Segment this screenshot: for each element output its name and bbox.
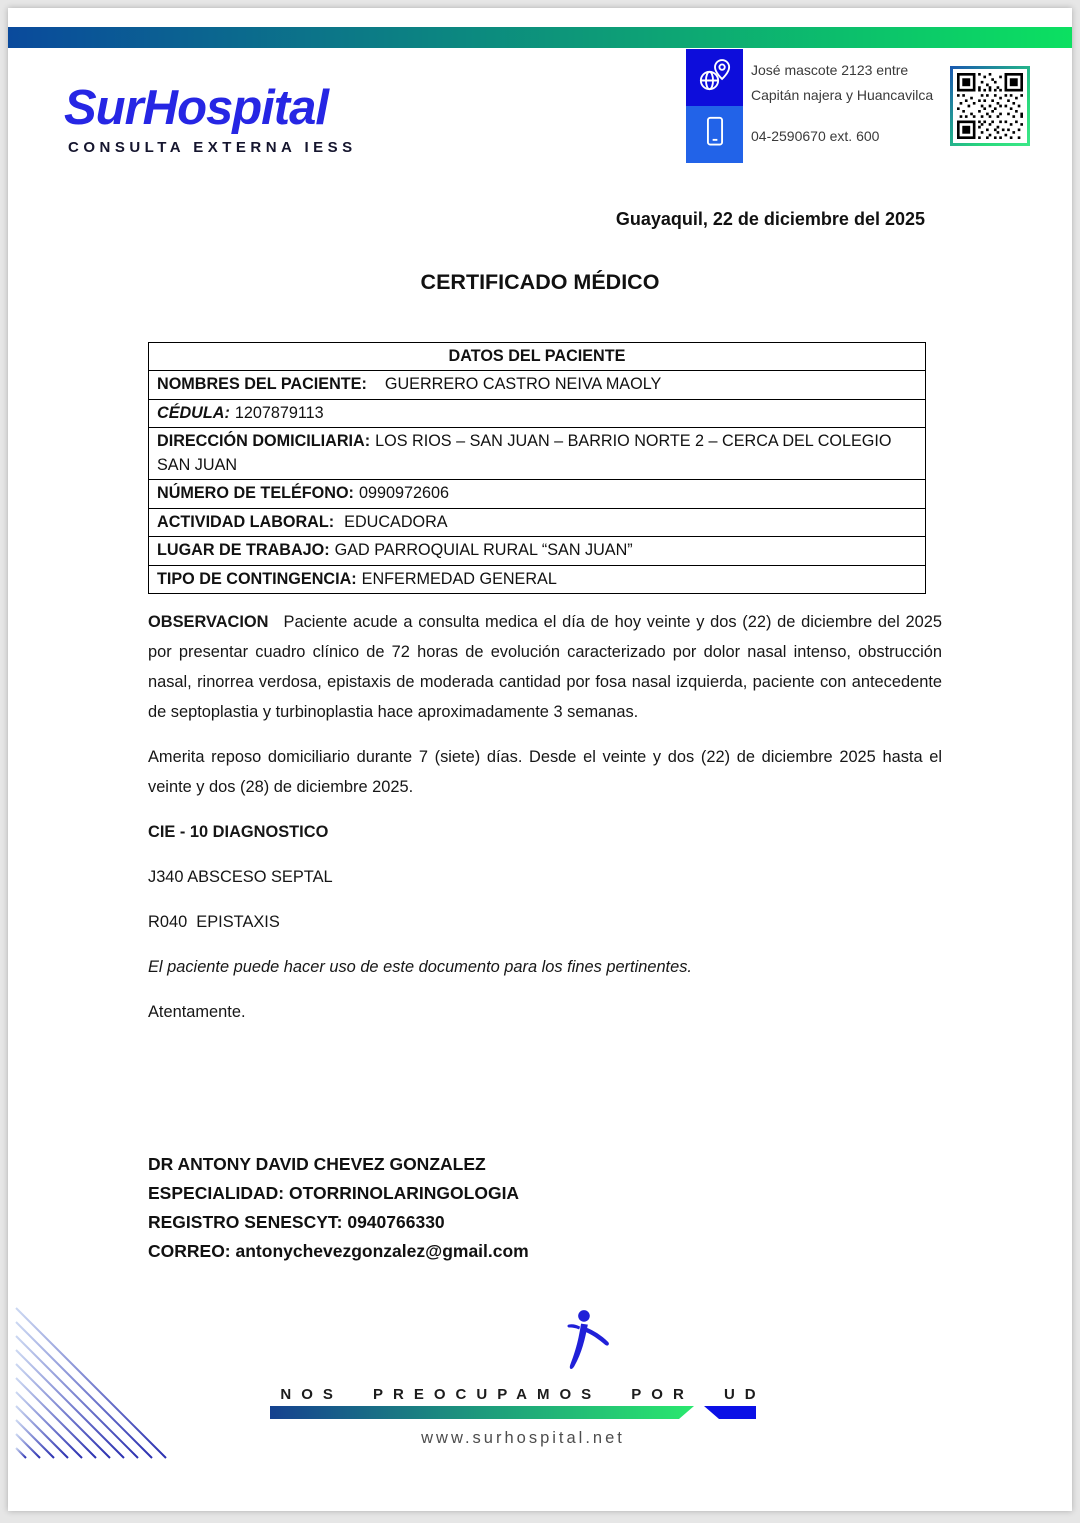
row-value: 0990972606 xyxy=(358,484,449,503)
table-row xyxy=(149,565,926,593)
row-label: NOMBRES DEL PACIENTE: xyxy=(157,375,367,394)
diagnosis-line: J340 ABSCESO SEPTAL xyxy=(148,868,333,886)
table-row xyxy=(149,480,926,508)
document-title: CERTIFICADO MÉDICO xyxy=(420,270,660,294)
phone-number: 04-2590670 ext. 600 xyxy=(751,128,880,144)
row-value: GUERRERO CASTRO NEIVA MAOLY xyxy=(384,375,662,394)
smartphone-icon xyxy=(693,110,737,159)
doctor-block xyxy=(148,1150,529,1266)
hospital-logo: SurHospital xyxy=(64,81,328,135)
phone-tile xyxy=(686,106,743,163)
footer-bar-blue-segment xyxy=(704,1406,756,1419)
table-row xyxy=(149,399,926,427)
row-value: 1207879113 xyxy=(234,403,324,422)
row-value: ENFERMEDAD GENERAL xyxy=(361,569,557,588)
table-row xyxy=(149,537,926,565)
cie-heading: CIE - 10 DIAGNOSTICO xyxy=(148,823,329,841)
doctor-email: CORREO: antonychevezgonzalez@gmail.com xyxy=(148,1241,529,1261)
table-row xyxy=(149,371,926,399)
row-label: ACTIVIDAD LABORAL: xyxy=(157,512,335,531)
row-value: LOS RIOS – SAN JUAN – BARRIO NORTE 2 – CERCA DEL COLEGIO SAN JUAN xyxy=(157,432,892,474)
footer-slogan: NOS PREOCUPAMOS POR UD xyxy=(280,1386,766,1403)
address-line-2: Capitán najera y Huancavilca xyxy=(751,87,934,103)
hospital-tagline: CONSULTA EXTERNA IESS xyxy=(68,139,357,156)
observation-label: OBSERVACION xyxy=(148,613,269,631)
doctor-name: DR ANTONY DAVID CHEVEZ GONZALEZ xyxy=(148,1154,486,1174)
website-url: www.surhospital.net xyxy=(421,1429,625,1447)
closing-note: El paciente puede hacer uso de este documento para los fines pertinentes. xyxy=(148,958,692,976)
location-tile xyxy=(686,49,743,106)
row-label: NÚMERO DE TELÉFONO: xyxy=(157,484,354,503)
date-line: Guayaquil, 22 de diciembre del 2025 xyxy=(615,209,925,229)
row-label: DIRECCIÓN DOMICILIARIA: xyxy=(157,432,371,451)
table-row xyxy=(149,428,926,480)
header-gradient-bar xyxy=(8,27,1072,48)
doctor-registry: REGISTRO SENESCYT: 0940766330 xyxy=(148,1212,445,1232)
person-figure-icon xyxy=(554,1308,612,1378)
patient-data-table xyxy=(148,342,926,594)
diagnosis-line: R040 EPISTAXIS xyxy=(148,913,280,931)
table-header-row xyxy=(149,343,926,371)
observation-paragraph xyxy=(148,607,942,727)
row-label: TIPO DE CONTINGENCIA: xyxy=(157,569,357,588)
row-label: LUGAR DE TRABAJO: xyxy=(157,541,330,560)
certificate-page xyxy=(8,8,1072,1511)
table-row xyxy=(149,508,926,536)
observation-text: Paciente acude a consulta medica el día de hoy veinte y dos (22) de diciembre del 2025 por presentar cuadro clínico de 72 horas de evolución caracterizado por dolor nasal intenso, obstrucción nasal, rinorrea verdosa, epistaxis de moderada cantidad por fosa nasal izquierda, paciente con antecedente de septoplastia y turbinoplastia hace aproximadamente 3 semanas. xyxy=(148,613,942,721)
footer-bar-green-segment xyxy=(270,1406,694,1419)
footer-gradient-bar xyxy=(270,1406,756,1419)
row-value: GAD PARROQUIAL RURAL “SAN JUAN” xyxy=(334,541,633,560)
doctor-specialty: ESPECIALIDAD: OTORRINOLARINGOLOGIA xyxy=(148,1183,520,1203)
location-pin-globe-icon xyxy=(693,53,737,102)
qr-code xyxy=(950,66,1030,146)
certificate-body xyxy=(148,607,942,1042)
salutation: Atentamente. xyxy=(148,1003,246,1021)
row-value: EDUCADORA xyxy=(344,512,448,531)
address-line-1: José mascote 2123 entre xyxy=(751,62,909,78)
table-header: DATOS DEL PACIENTE xyxy=(149,343,926,371)
rest-paragraph: Amerita reposo domiciliario durante 7 (siete) días. Desde el veinte y dos (22) de diciembre 2025 hasta el veinte y dos (28) de diciembre 2025. xyxy=(148,748,942,796)
row-label: CÉDULA: xyxy=(157,403,230,422)
